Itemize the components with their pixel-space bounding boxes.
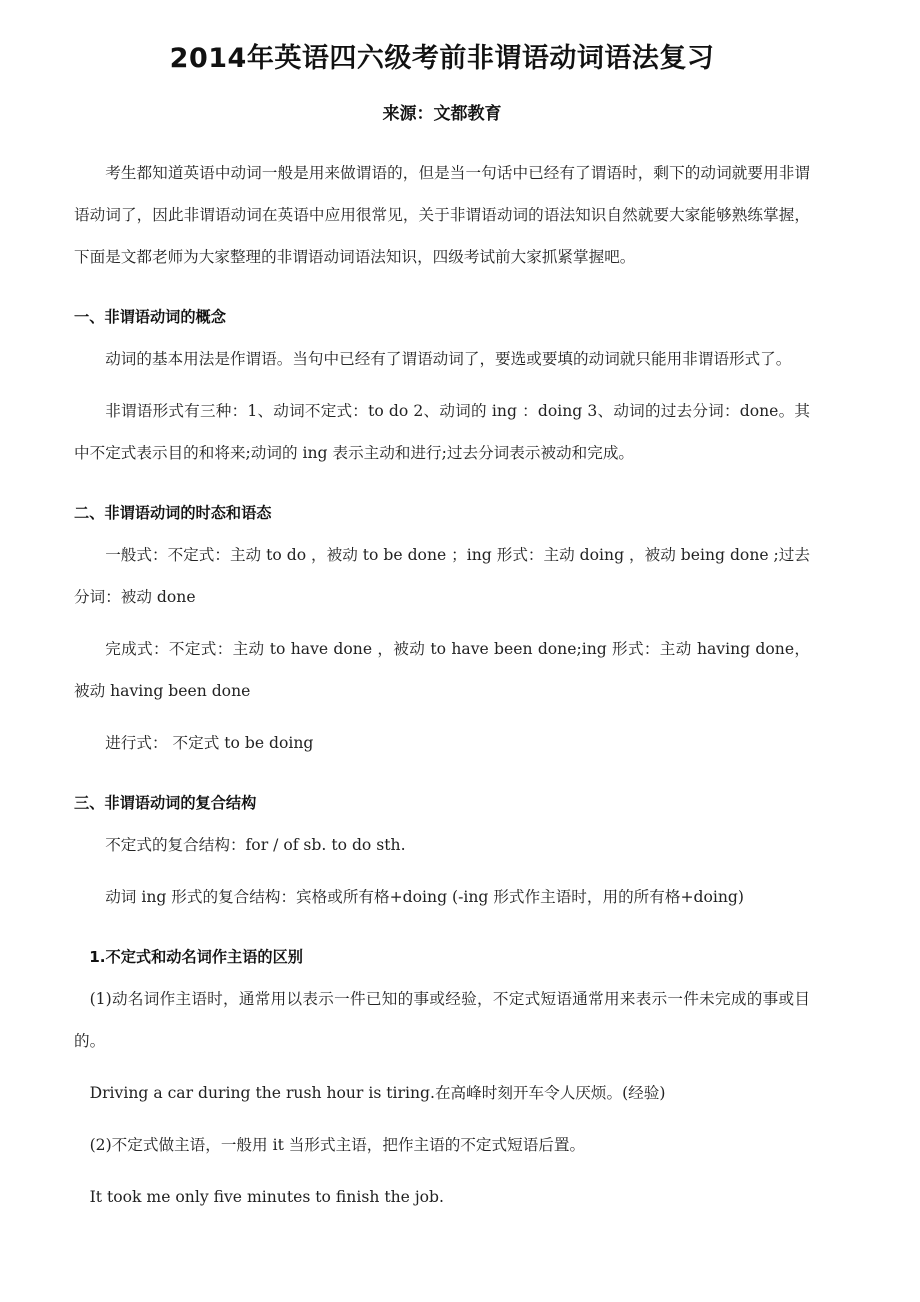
subsection-1-example-2: It took me only five minutes to finish the job.	[89, 1188, 444, 1206]
spacer-sub1-p1-p2	[74, 1062, 810, 1072]
section-1-paragraph-2: 非谓语形式有三种：1、动词不定式：to do 2、动词的 ing ：doing 3、动词的过去分词：done。其中不定式表示目的和将来;动词的 ing 表示主动和进行;过去分词表示被动和完成。	[74, 402, 810, 462]
document-source: 来源：文都教育	[382, 104, 502, 124]
spacer-s3-p1-p2	[74, 866, 810, 876]
section-heading-1: 一、非谓语动词的概念	[74, 308, 226, 326]
spacer-before-section-2	[74, 474, 810, 492]
spacer-before-section-1	[74, 278, 810, 296]
spacer-s2-p2-p3	[74, 712, 810, 722]
subsection-1-paragraph-1: (1)动名词作主语时，通常用以表示一件已知的事或经验，不定式短语通常用来表示一件未完成的事或目的。	[74, 990, 810, 1050]
subsection-1-paragraph-2: (2)不定式做主语，一般用 it 当形式主语，把作主语的不定式短语后置。	[89, 1136, 586, 1154]
intro-paragraph: 考生都知道英语中动词一般是用来做谓语的，但是当一句话中已经有了谓语时，剩下的动词就要用非谓语动词了，因此非谓语动词在英语中应用很常见，关于非谓语动词的语法知识自然就要大家能够熟练掌握，下面是文都老师为大家整理的非谓语动词语法知识，四级考试前大家抓紧掌握吧。	[74, 164, 810, 266]
spacer-before-section-3	[74, 764, 810, 782]
spacer-sub1-p3-p4	[74, 1166, 810, 1176]
spacer-before-subsection-1	[74, 918, 810, 936]
section-3-paragraph-1: 不定式的复合结构：for / of sb. to do sth.	[105, 836, 406, 854]
subsection-1-example-1: Driving a car during the rush hour is tiring.在高峰时刻开车令人厌烦。(经验)	[89, 1084, 666, 1102]
section-2-paragraph-3: 进行式： 不定式 to be doing	[105, 734, 314, 752]
section-heading-3: 三、非谓语动词的复合结构	[74, 794, 257, 812]
page-title: 2014年英语四六级考前非谓语动词语法复习	[169, 43, 715, 74]
section-3-paragraph-2: 动词 ing 形式的复合结构：宾格或所有格+doing (-ing 形式作主语时，用的所有格+doing)	[105, 888, 744, 906]
section-1-paragraph-1: 动词的基本用法是作谓语。当句中已经有了谓语动词了，要选或要填的动词就只能用非谓语形式了。	[105, 350, 792, 368]
subsection-heading-1: 1.不定式和动名词作主语的区别	[89, 948, 303, 966]
spacer-sub1-p2-p3	[74, 1114, 810, 1124]
section-heading-2: 二、非谓语动词的时态和语态	[74, 504, 272, 522]
section-2-paragraph-1: 一般式：不定式：主动 to do ，被动 to be done ；ing 形式：主动 doing ，被动 being done ;过去分词：被动 done	[74, 546, 810, 606]
spacer-after-source	[74, 126, 810, 152]
spacer-s2-p1-p2	[74, 618, 810, 628]
spacer-s1-p1-p2	[74, 380, 810, 390]
document-content	[74, 0, 810, 1218]
section-2-paragraph-2: 完成式：不定式：主动 to have done ，被动 to have been done;ing 形式：主动 having done，被动 having been done	[74, 640, 810, 700]
